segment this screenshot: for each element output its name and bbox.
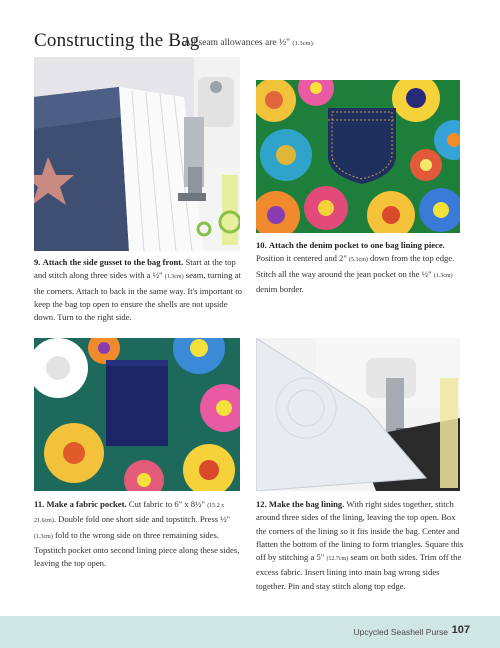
seam-allowance-metric: (1.3cm).	[292, 40, 315, 47]
step-9-number: 9.	[34, 257, 41, 267]
step-12-heading: Make the bag lining.	[268, 499, 345, 509]
step-9-caption	[34, 256, 244, 324]
step-10-caption	[256, 239, 466, 296]
page-number: 107	[451, 624, 470, 636]
step-9-metric-1: (1.3cm)	[164, 274, 184, 281]
photo-step-12	[256, 338, 460, 491]
step-12-metric-1: (12.7cm)	[326, 556, 349, 563]
step-9-text-2: seam, turning at the corners. Attach to back in the same way. It's important to keep the bag top open to ensure the shells are not upside down. Turn to the right side.	[34, 270, 242, 323]
step-9-heading: Attach the side gusset to the bag front.	[42, 257, 184, 267]
step-10-number: 10.	[256, 240, 267, 250]
seam-allowance-note	[184, 38, 314, 48]
step-10-text-2: down from the top edge. Stitch all the way around the jean pocket on the ½"	[256, 253, 455, 279]
step-11-metric-1: (15.2 x 21.6cm)	[34, 503, 225, 525]
sewing-gusset-illustration	[34, 57, 240, 251]
bag-lining-illustration	[256, 338, 460, 491]
step-12-text-1: With right sides together, stitch around three sides of the lining, leaving the top open. Box the corners of the lining so it fits inside the bag. Center and flatten the bottom of the lining to form triangles. Square this off by stitching a 5"	[256, 499, 464, 563]
step-11-number: 11.	[34, 499, 45, 509]
step-12-number: 12.	[256, 499, 267, 509]
step-10-text-3: denim border.	[256, 283, 304, 294]
step-9-text-1: Start at the top and stitch along three sides with a ½"	[34, 257, 236, 281]
step-11-text-1: Cut fabric to 6" x 8½"	[128, 499, 206, 509]
book-title: Upcycled Seashell Purse	[353, 627, 448, 637]
step-10-text-1: Position it centered and 2"	[256, 253, 347, 264]
step-11-heading: Make a fabric pocket.	[46, 499, 127, 509]
step-12-text-2: seam on both sides. Trim off the excess fabric. Insert lining into main bag wrong sides together. Pin and stay stitch along top edge.	[256, 552, 462, 591]
step-12-caption	[256, 498, 466, 593]
step-11-metric-2: (1.3cm)	[34, 533, 53, 540]
step-10-metric-1: (5.1cm)	[349, 257, 368, 264]
step-11-text-2: . Double fold one short side and topstitch. Press ½"	[53, 514, 231, 525]
photo-step-9	[34, 57, 240, 251]
photo-step-11	[34, 338, 240, 491]
section-title: Constructing the Bag	[34, 30, 200, 51]
step-11-caption	[34, 498, 244, 570]
step-11-text-3: fold to the wrong side on three remaining sides. Topstitch pocket onto second lining piece along these sides, leaving the top open.	[34, 529, 240, 569]
denim-pocket-illustration	[256, 80, 460, 233]
page-footer	[0, 616, 500, 648]
page-header	[34, 30, 474, 56]
step-10-heading: Attach the denim pocket to one bag lining piece.	[268, 240, 445, 250]
seam-allowance-text: All seam allowances are ½"	[184, 38, 290, 48]
fabric-pocket-illustration	[34, 338, 240, 491]
step-10-metric-2: (1.3cm)	[433, 272, 453, 279]
photo-step-10	[256, 80, 460, 233]
